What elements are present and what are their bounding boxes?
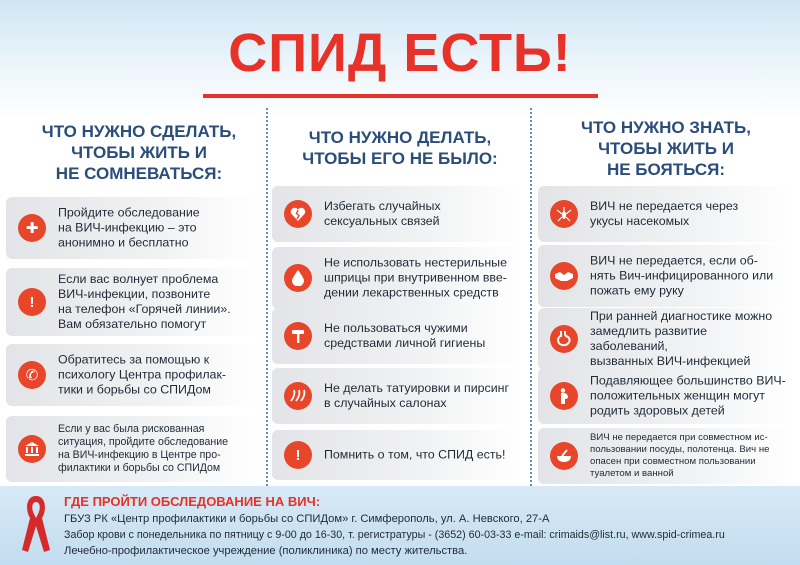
column-3-title [538,117,794,180]
list-item [6,344,258,406]
phone-icon: ✆ [18,361,46,389]
title-underline [203,94,598,98]
list-item [272,430,522,480]
razor-icon [284,322,312,350]
list-item-text: Если у вас была рискованная ситуация, пройдите обследование на ВИЧ-инфекцию в Центре про- филактики и борьбы со СПИДом [58,423,229,474]
column-3-title-line: ЧТОБЫ ЖИТЬ И [598,139,734,158]
column-2-title-line: ЧТО НУЖНО ДЕЛАТЬ, [308,128,492,147]
list-item [538,308,794,370]
list-item-text: Подавляющее большинство ВИЧ- положительных женщин могут родить здоровых детей [590,373,786,418]
column-1-title-line: НЕ СОМНЕВАТЬСЯ: [55,164,223,183]
column-3-title-line: ЧТО НУЖНО ЗНАТЬ, [581,118,751,137]
list-item-text: ВИЧ не передается, если об- нять Вич-инфицированного или пожать ему руку [590,253,774,298]
list-item-text: Не использовать нестерильные шприцы при внутривенном вве- дении лекарственных средств [324,255,507,300]
footer-contacts: Забор крови с понедельника по пятницу с 9-00 до 16-30, т. регистратуры - (3652) 60-03-33 e-mail: crimaids@list.ru, www.spid-crimea.ru [64,529,725,541]
pregnant-woman-icon [550,382,578,410]
exclamation-icon: ! [284,441,312,469]
handshake-icon [550,262,578,290]
list-item [6,197,258,259]
list-item-text: При ранней диагностике можно замедлить развитие заболеваний, вызванных ВИЧ-инфекцией [590,309,773,368]
page-title: СПИД ЕСТЬ! [228,23,572,83]
footer-title: ГДЕ ПРОЙТИ ОБСЛЕДОВАНИЕ НА ВИЧ: [64,494,321,509]
stomach-icon [550,325,578,353]
building-icon [18,435,46,463]
column-1-title-line: ЧТО НУЖНО СДЕЛАТЬ, [41,122,237,141]
list-item [272,247,522,309]
column-1-title-line: ЧТОБЫ ЖИТЬ И [71,143,207,162]
list-item-text: Не пользоваться чужими средствами личной гигиены [324,321,486,350]
list-item-text: ВИЧ не передается при совместном ис- пользовании посуды, полотенца. Вич не опасен при совместном пользовании туалетом и ванной [590,432,770,479]
list-item [272,186,522,242]
broken-heart-icon [284,200,312,228]
footer-address: ГБУЗ РК «Центр профилактики и борьбы со СПИДом» г. Симферополь, ул. А. Невского, 27-А [64,513,550,525]
list-item-text: Если вас волнует проблема ВИЧ-инфекции, позвоните на телефон «Горячей линии». Вам обязательно помогут [58,272,231,331]
list-item-text: Помнить о том, что СПИД есть! [324,447,506,462]
column-3-title-line: НЕ БОЯТЬСЯ: [606,160,726,179]
list-item-text: ВИЧ не передается через укусы насекомых [590,199,739,228]
list-item [272,368,522,424]
medical-cross-icon: ✚ [18,214,46,242]
list-item-text: Пройдите обследование на ВИЧ-инфекцию – это анонимно и бесплатно [58,205,200,250]
dishes-icon [550,442,578,470]
list-item-text: Избегать случайных сексуальных связей [324,199,441,228]
list-item [6,268,258,336]
column-1-title [14,121,264,184]
list-item [538,186,794,242]
column-divider [266,108,268,486]
list-item [538,368,794,424]
list-item-text: Обратитесь за помощью к психологу Центра профилак- тики и борьбы со СПИДом [58,352,226,397]
list-item [538,245,794,307]
mosquito-icon [550,200,578,228]
column-2-title [272,127,528,169]
list-item [538,428,794,484]
list-item-text: Не делать татуировки и пирсинг в случайных салонах [324,381,510,410]
tattoo-icon [284,382,312,410]
footer-note: Лечебно-профилактическое учреждение (поликлиника) по месту жительства. [64,545,468,557]
column-2-title-line: ЧТОБЫ ЕГО НЕ БЫЛО: [302,149,498,168]
drop-icon [284,264,312,292]
red-ribbon-icon [18,492,54,554]
exclamation-icon: ! [18,288,46,316]
column-divider [530,108,532,486]
list-item [272,308,522,364]
list-item [6,416,258,482]
